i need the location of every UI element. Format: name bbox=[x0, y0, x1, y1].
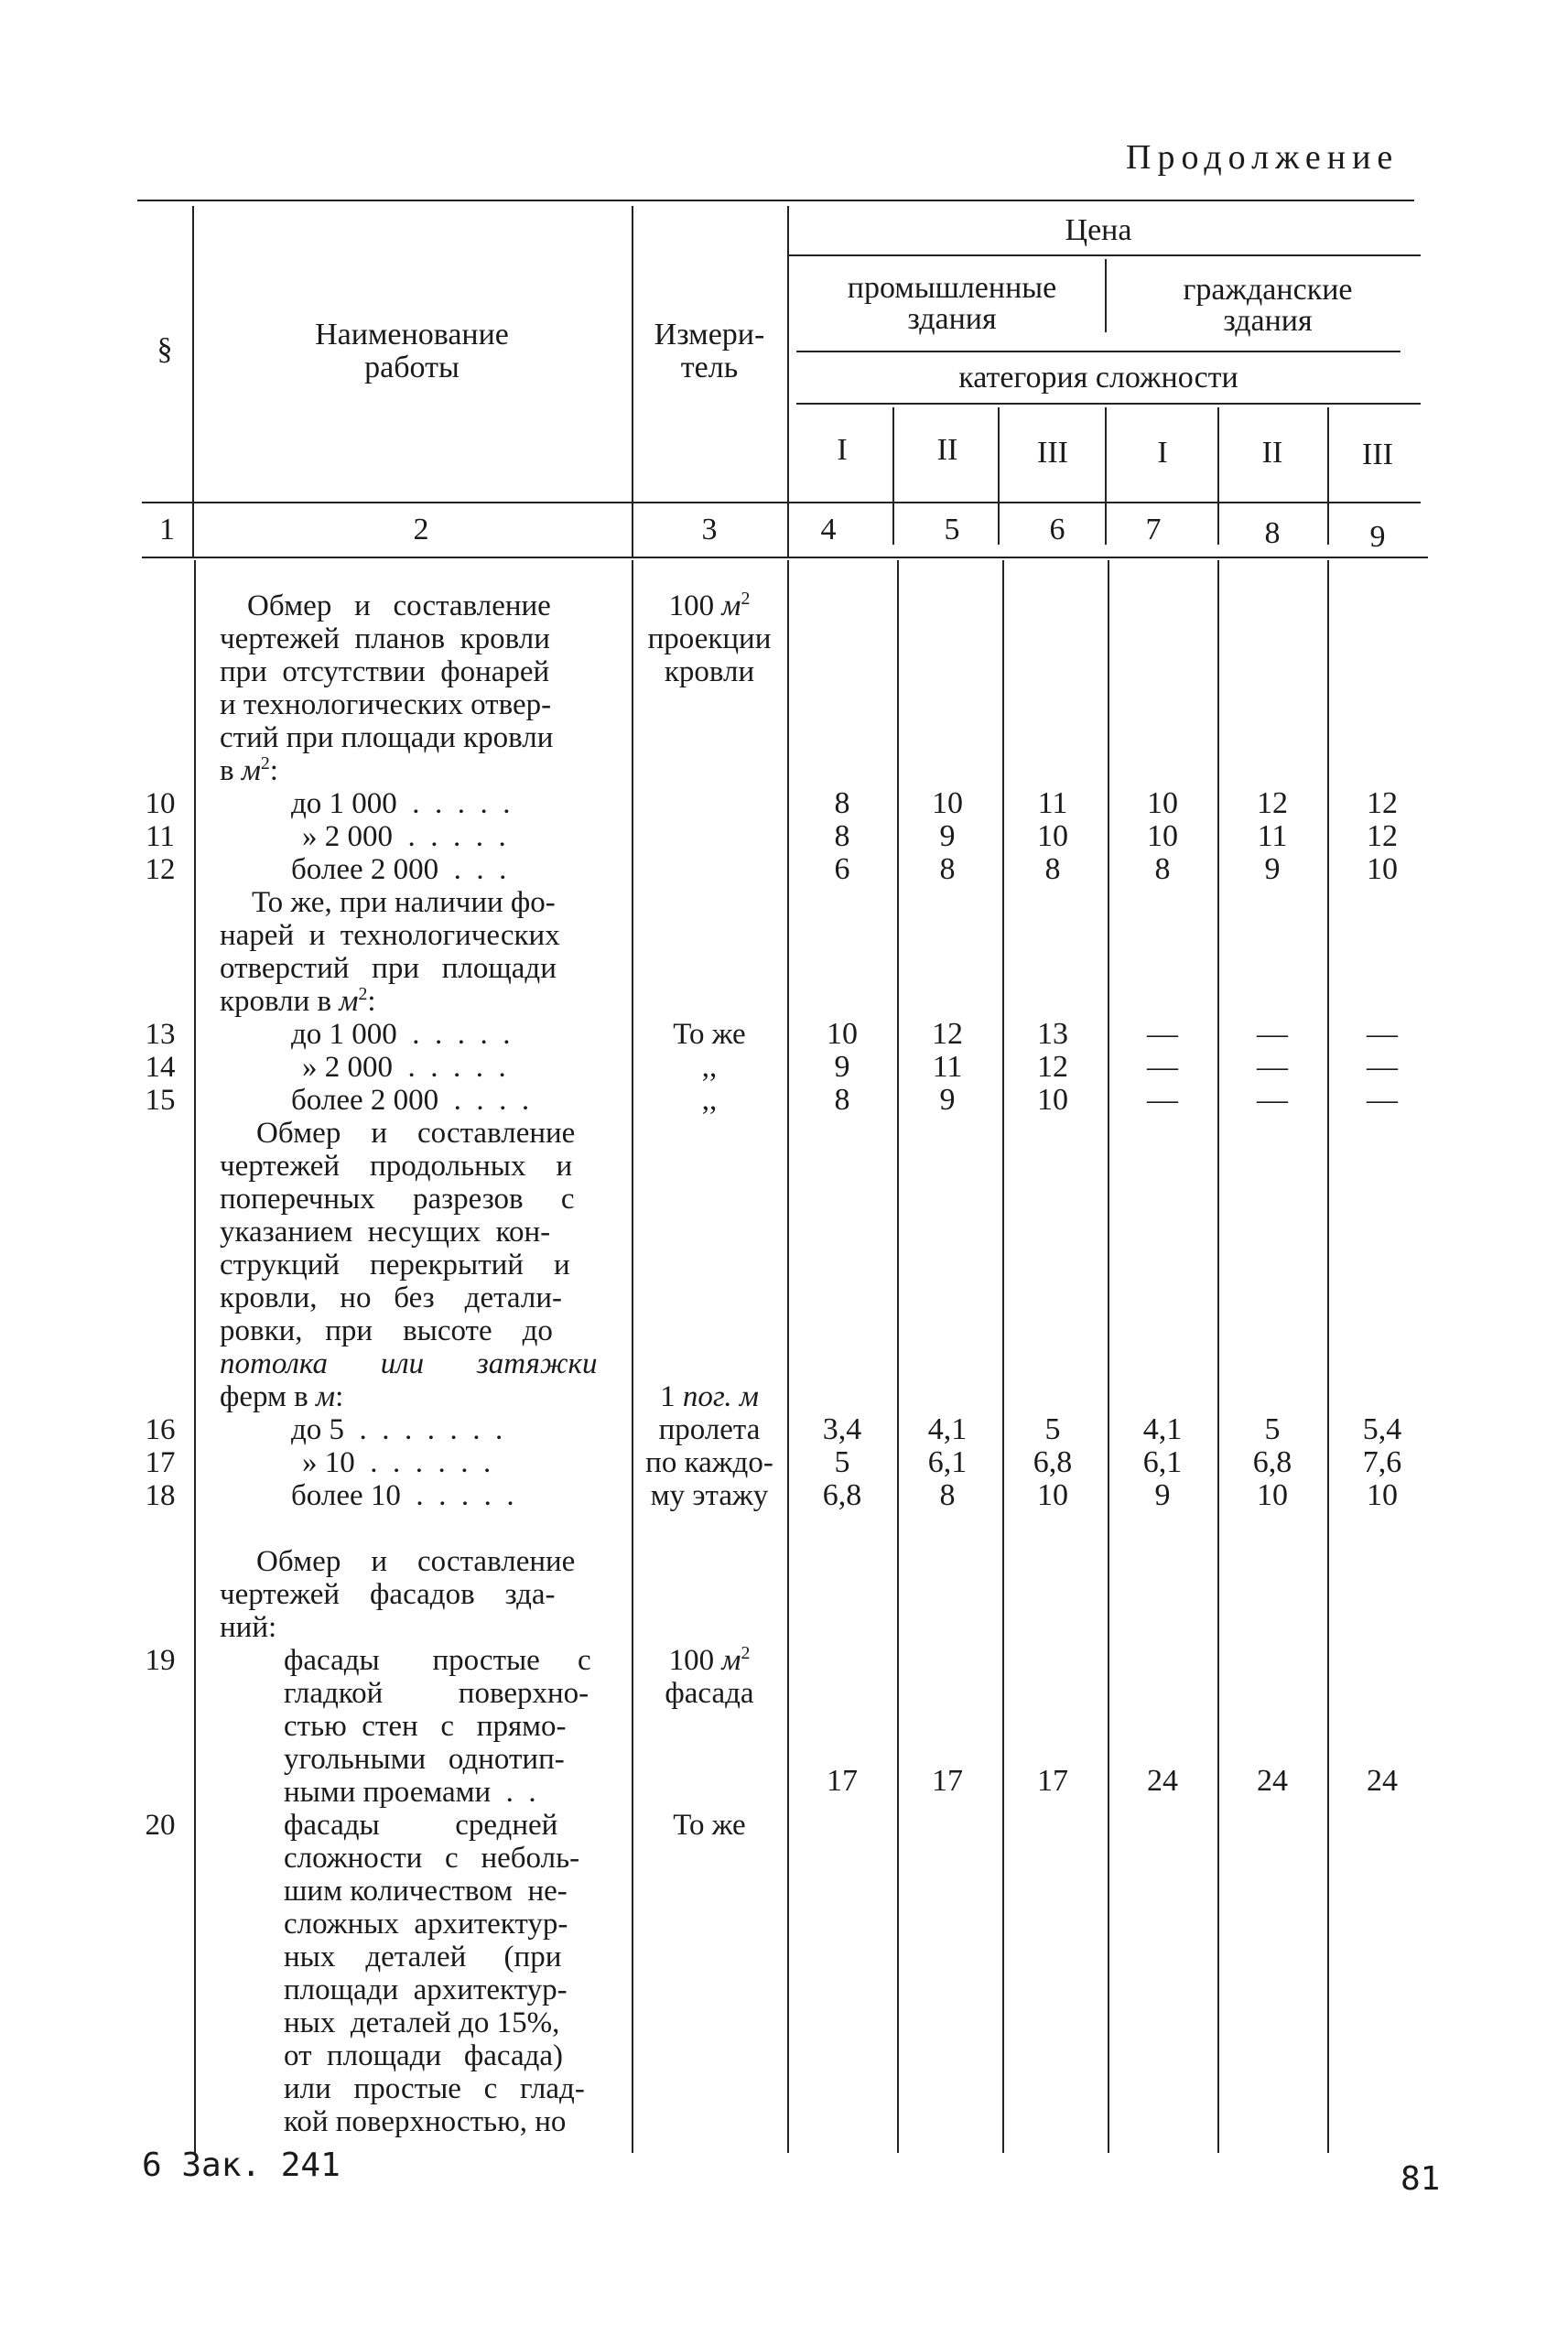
col-number-1: 1 bbox=[159, 513, 175, 546]
price-cell: 24 bbox=[1367, 1764, 1398, 1798]
price-cell: 10 bbox=[1037, 1083, 1068, 1117]
price-cell: 17 bbox=[1037, 1764, 1068, 1798]
label-14: » 2 000 . . . . . bbox=[302, 1051, 506, 1084]
price-cell: 12 bbox=[1367, 819, 1398, 853]
col-civil-header: гражданские здания bbox=[1183, 273, 1353, 338]
price-cell: 11 bbox=[932, 1050, 963, 1084]
label-12: более 2 000 . . . bbox=[291, 853, 507, 886]
price-cell: 10 bbox=[1257, 1478, 1288, 1512]
price-cell: 10 bbox=[1037, 1478, 1068, 1512]
cat-industrial-ii: II bbox=[936, 433, 958, 467]
price-cell: 6,8 bbox=[822, 1478, 862, 1512]
label-11: » 2 000 . . . . . bbox=[302, 820, 506, 853]
price-cell: 8 bbox=[1044, 852, 1061, 886]
price-cell: — bbox=[1257, 1017, 1288, 1051]
price-cell: 12 bbox=[932, 1017, 963, 1051]
price-cell: — bbox=[1367, 1083, 1398, 1117]
col-number-9: 9 bbox=[1369, 520, 1386, 554]
price-cell: 10 bbox=[1147, 786, 1178, 820]
section-number-19: 19 bbox=[145, 1644, 176, 1677]
cat-civil-ii: II bbox=[1261, 436, 1283, 470]
price-cell: 9 bbox=[1154, 1478, 1171, 1512]
price-cell: — bbox=[1257, 1050, 1288, 1084]
col-number-6: 6 bbox=[1049, 513, 1065, 546]
price-cell: — bbox=[1367, 1050, 1398, 1084]
price-cell: 9 bbox=[939, 819, 956, 853]
price-cell: 10 bbox=[1037, 819, 1068, 853]
price-cell: 8 bbox=[939, 1478, 956, 1512]
price-cell: 17 bbox=[932, 1764, 963, 1798]
price-cell: — bbox=[1147, 1083, 1178, 1117]
price-cell: — bbox=[1367, 1017, 1398, 1051]
cat-industrial-i: I bbox=[837, 433, 848, 467]
price-cell: 12 bbox=[1367, 786, 1398, 820]
price-cell: 12 bbox=[1257, 786, 1288, 820]
price-cell: 10 bbox=[1367, 1478, 1398, 1512]
price-cell: 8 bbox=[834, 786, 850, 820]
price-cell: 24 bbox=[1147, 1764, 1178, 1798]
section-number-16: 16 bbox=[145, 1413, 176, 1446]
price-cell: 9 bbox=[834, 1050, 850, 1084]
col-number-3: 3 bbox=[701, 513, 718, 546]
price-cell: 6 bbox=[834, 852, 850, 886]
label-16: до 5 . . . . . . . bbox=[291, 1413, 503, 1446]
unit-ditto-15: ,, bbox=[701, 1084, 718, 1117]
col-industrial-header: промышленные здания bbox=[847, 271, 1057, 336]
cat-civil-iii: III bbox=[1362, 438, 1393, 471]
cat-civil-i: I bbox=[1157, 436, 1168, 470]
price-cell: 8 bbox=[1154, 852, 1171, 886]
price-cell: — bbox=[1147, 1050, 1178, 1084]
section-number-11: 11 bbox=[146, 820, 175, 853]
price-cell: 6,8 bbox=[1033, 1445, 1073, 1479]
col-complexity-header: категория сложности bbox=[958, 361, 1238, 395]
label-17: » 10 . . . . . . bbox=[302, 1446, 492, 1479]
label-10: до 1 000 . . . . . bbox=[291, 787, 511, 820]
unit-ditto-14: ,, bbox=[701, 1051, 718, 1084]
col-number-5: 5 bbox=[944, 513, 960, 546]
col-price-header: Цена bbox=[1065, 213, 1132, 247]
price-cell: 10 bbox=[1147, 819, 1178, 853]
price-cell: 5,4 bbox=[1362, 1412, 1402, 1446]
price-cell: — bbox=[1257, 1083, 1288, 1117]
unit-same-13: То же bbox=[673, 1018, 746, 1051]
label-18: более 10 . . . . . bbox=[291, 1479, 514, 1512]
price-cell: 6,1 bbox=[927, 1445, 968, 1479]
price-cell: 24 bbox=[1257, 1764, 1288, 1798]
section-number-14: 14 bbox=[145, 1051, 176, 1084]
section-number-18: 18 bbox=[145, 1479, 176, 1512]
price-cell: 13 bbox=[1037, 1017, 1068, 1051]
price-cell: 10 bbox=[1367, 852, 1398, 886]
col-unit-header: Измери-тель bbox=[654, 318, 765, 384]
price-cell: 3,4 bbox=[822, 1412, 862, 1446]
col-section-header: § bbox=[157, 332, 173, 366]
cat-industrial-iii: III bbox=[1037, 436, 1068, 470]
section-number-17: 17 bbox=[145, 1446, 176, 1479]
price-cell: 5 bbox=[834, 1445, 850, 1479]
page-number: 81 bbox=[1400, 2160, 1441, 2198]
price-cell: 11 bbox=[1037, 786, 1068, 820]
section-number-13: 13 bbox=[145, 1018, 176, 1051]
price-cell: 4,1 bbox=[1142, 1412, 1183, 1446]
price-cell: 9 bbox=[1264, 852, 1281, 886]
price-cell: 8 bbox=[834, 1083, 850, 1117]
col-number-2: 2 bbox=[413, 513, 429, 546]
footer-order-number: 6 Зак. 241 bbox=[142, 2147, 341, 2184]
price-cell: 4,1 bbox=[927, 1412, 968, 1446]
continuation-header: Продолжение bbox=[1126, 138, 1400, 177]
price-cell: 5 bbox=[1264, 1412, 1281, 1446]
label-13: до 1 000 . . . . . bbox=[291, 1018, 511, 1051]
price-cell: 11 bbox=[1257, 819, 1288, 853]
price-cell: 8 bbox=[834, 819, 850, 853]
price-cell: 12 bbox=[1037, 1050, 1068, 1084]
price-cell: 5 bbox=[1044, 1412, 1061, 1446]
price-cell: 10 bbox=[932, 786, 963, 820]
col-name-header: Наименование работы bbox=[315, 318, 509, 384]
section-number-20: 20 bbox=[145, 1809, 176, 1842]
section-number-10: 10 bbox=[145, 787, 176, 820]
price-cell: 9 bbox=[939, 1083, 956, 1117]
label-15: более 2 000 . . . . bbox=[291, 1084, 530, 1117]
price-cell: 17 bbox=[827, 1764, 858, 1798]
unit-same-20: То же bbox=[673, 1809, 746, 1842]
price-cell: 6,1 bbox=[1142, 1445, 1183, 1479]
price-cell: 6,8 bbox=[1252, 1445, 1292, 1479]
price-cell: — bbox=[1147, 1017, 1178, 1051]
price-cell: 10 bbox=[827, 1017, 858, 1051]
price-cell: 8 bbox=[939, 852, 956, 886]
col-number-7: 7 bbox=[1145, 513, 1162, 546]
col-number-8: 8 bbox=[1264, 516, 1281, 550]
section-number-15: 15 bbox=[145, 1084, 176, 1117]
col-number-4: 4 bbox=[820, 513, 837, 546]
price-cell: 7,6 bbox=[1362, 1445, 1402, 1479]
section-number-12: 12 bbox=[145, 853, 176, 886]
